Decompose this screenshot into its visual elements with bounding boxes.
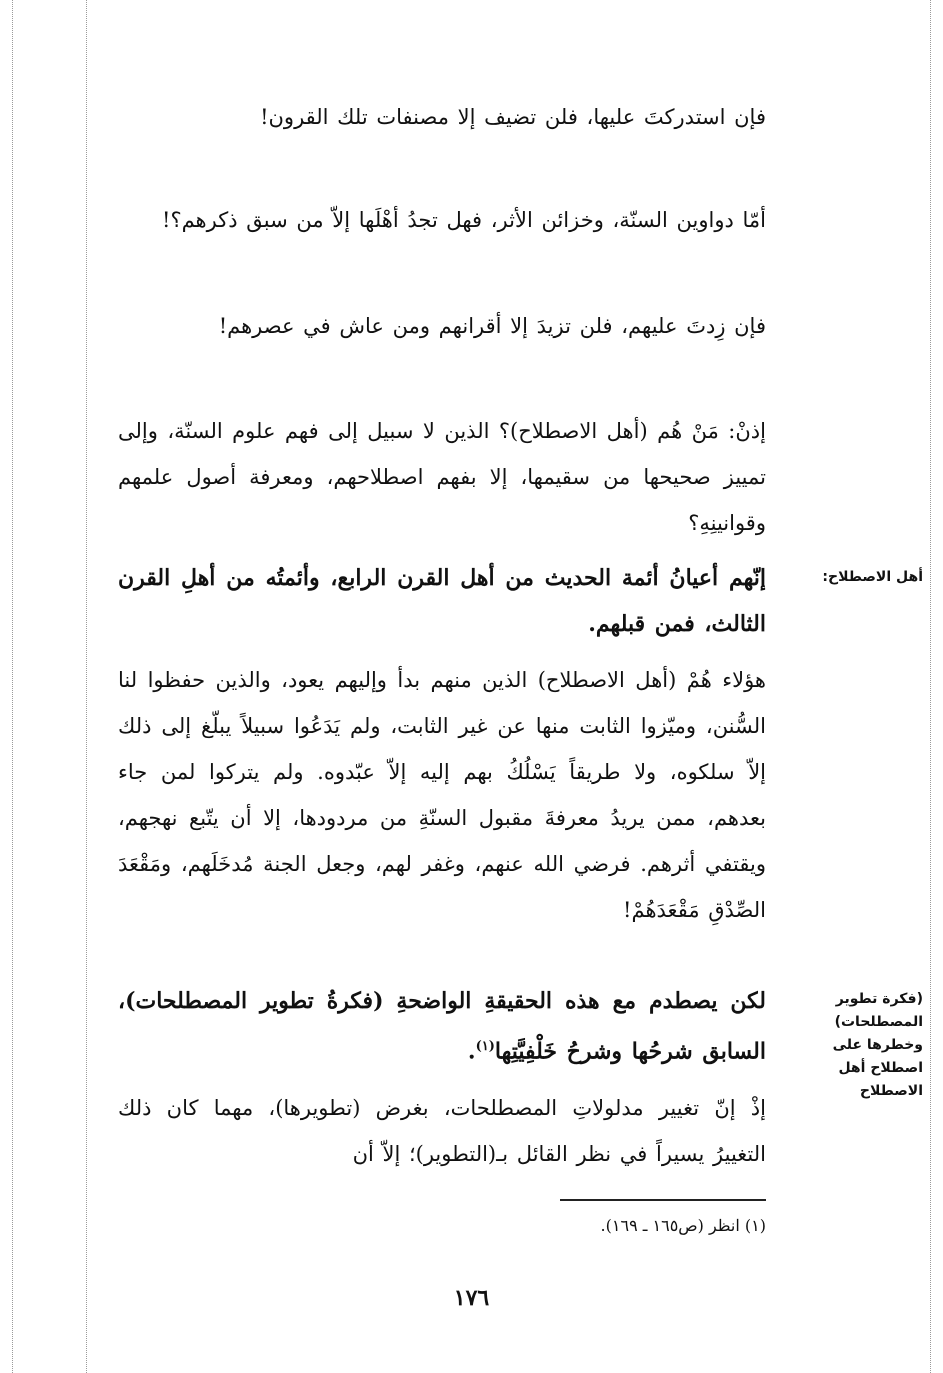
paragraph-3: فإن زِدتَ عليهم، فلن تزيدَ إلا أقرانهم ومن عاش في عصرهم! (218, 314, 766, 338)
paragraph-2: أمّا دواوين السنّة، وخزائن الأثر، فهل تجدُ أهْلَها إلاّ من سبق ذكرهم؟! (162, 208, 766, 232)
footnote: (١) انظر (ص١٦٥ ـ ١٦٩). (600, 1216, 766, 1235)
scan-edge-dotted-line (12, 0, 13, 1373)
sidenote-ahl-al-istilah: أهل الاصطلاح: (822, 569, 923, 585)
paragraph-6: هؤلاء هُمْ (أهل الاصطلاح) الذين منهم بدأ وإليهم يعود، والذين حفظوا لنا السُّنن، وميّزوا الثابت منها عن غير الثابت، ولم يَدَعُوا سبيلاً يبلّغ إلى ذلك إلاّ سلكوه، ولا طريقاً يَسْلُكُ بهم إليه إلاّ عبّدوه. ولم يتركوا لمن جاء بعدهم، ممن يريدُ معرفةَ مقبول السنّةِ من مردودها، إلا أن يتّبع نهجهم، ويقتفي أثرهم. فرضي الله عنهم، وغفر لهم، وجعل الجنة مُدخَلَهم، ومَقْعَدَ الصِّدْقِ مَقْعَدَهُمْ! (118, 668, 766, 922)
paragraph-1: فإن استدركتَ عليها، فلن تضيف إلا مصنفات تلك القرون! (260, 105, 766, 129)
paragraph-7-text: لكن يصطدم مع هذه الحقيقةِ الواضحةِ (فكرةُ تطوير المصطلحات)، السابق شرحُها وشرحُ خَلْفِيَّتِها (118, 988, 766, 1065)
paragraph-5-bold: إنّهم أعيانُ أئمة الحديث من أهل القرن الرابع، وأئمتُه من أهلِ القرن الثالث، فمن قبلهم. (118, 565, 766, 637)
paragraph-4: إذنْ: مَنْ هُم (أهل الاصطلاح)؟ الذين لا سبيل إلى فهم علوم السنّة، وإلى تمييز صحيحها من سقيمها، إلا بفهم اصطلاحهم، ومعرفة أصول علمهم وقوانينِهِ؟ (118, 419, 766, 535)
footnote-separator (560, 1199, 766, 1201)
scan-edge-dotted-line (86, 0, 87, 1373)
sidenote-fikrat-tatwir: (فكرة تطوير المصطلحات) وخطرها على اصطلاح أهل الاصطلاح (832, 991, 923, 1099)
scan-edge-dotted-line (930, 0, 931, 1373)
paragraph-7-bold: لكن يصطدم مع هذه الحقيقةِ الواضحةِ (فكرةُ تطوير المصطلحات)، السابق شرحُها وشرحُ خَلْفِيَّتِها$^{(١)}$. (118, 988, 766, 1065)
page-number: ١٧٦ (453, 1285, 490, 1311)
paragraph-8: إذْ إنّ تغيير مدلولاتِ المصطلحات، بغرض (تطويرها)، مهما كان ذلك التغييرُ يسيراً في نظر القائل بـ(التطوير)؛ إلاّ أن (118, 1096, 766, 1166)
footnote-reference: (١) (475, 1039, 495, 1054)
